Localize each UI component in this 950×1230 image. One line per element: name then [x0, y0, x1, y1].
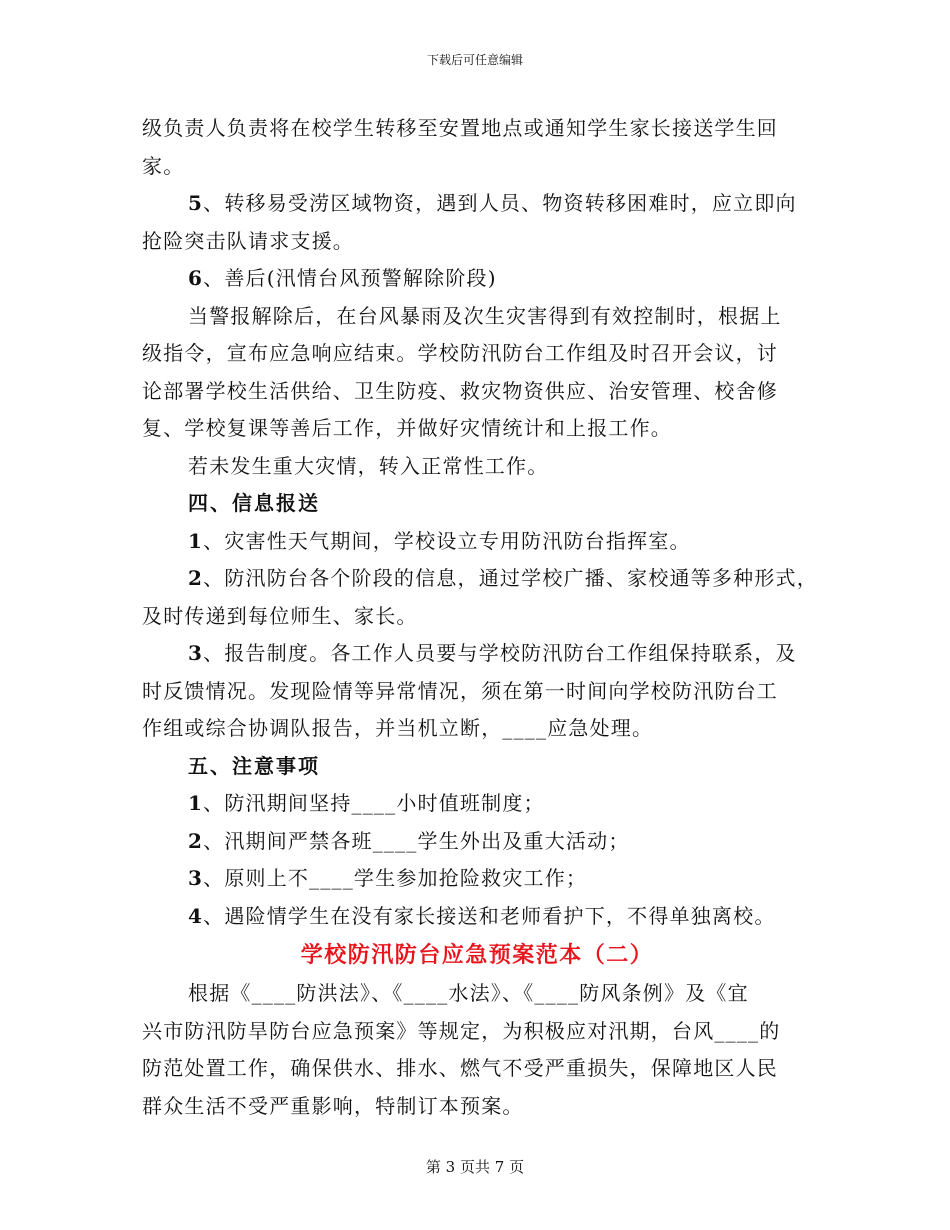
item-number: 2 — [188, 828, 204, 853]
item-number: 3 — [188, 641, 204, 665]
page-number: 第 3 页共 7 页 — [425, 1158, 525, 1176]
item-number: 1 — [188, 791, 204, 815]
item-text: 、防汛期间坚持____小时值班制度； — [203, 791, 545, 815]
text-line: 若未发生重大灾情，转入正常性工作。 — [188, 453, 549, 478]
item-text: 、汛期间严禁各班____学生外出及重大活动； — [203, 828, 630, 853]
text-line: 时反馈情况。发现险情等异常情况，须在第一时间向学校防汛防台工 — [142, 678, 778, 703]
numbered-item-1 — [142, 523, 812, 561]
item-number: 4 — [188, 903, 204, 928]
item-number: 5 — [188, 191, 204, 215]
item-text: 、原则上不____学生参加抢险救灾工作； — [203, 866, 588, 890]
item-number: 6 — [188, 266, 204, 290]
text-line: 当警报解除后，在台风暴雨及次生灾害得到有效控制时，根据上 — [188, 303, 782, 328]
section-heading-info-report: 四、信息报送 — [188, 491, 320, 515]
item-text: 、报告制度。各工作人员要与学校防汛防台工作组保持联系，及 — [203, 641, 797, 665]
numbered-item-2 — [142, 560, 818, 598]
item-number: 3 — [188, 866, 204, 890]
numbered-item-6 — [142, 260, 812, 298]
item-text: 、善后(汛情台风预警解除阶段) — [203, 266, 497, 290]
text-line: 及时传递到每位师生、家长。 — [142, 603, 418, 628]
item-text: 、转移易受涝区域物资，遇到人员、物资转移困难时，应立即向 — [203, 191, 797, 215]
item-number: 1 — [188, 528, 204, 553]
text-line: 作组或综合协调队报告，并当机立断，____应急处理。 — [142, 716, 654, 740]
section-title: 学校防汛防台应急预案范本（二） — [300, 942, 654, 968]
text-line: 家。 — [142, 153, 185, 178]
item-text: 、遇险情学生在没有家长接送和老师看护下，不得单独离校。 — [203, 903, 776, 928]
text-line: 论部署学校生活供给、卫生防疫、救灾物资供应、治安管理、校舍修 — [142, 378, 778, 403]
text-line: 复、学校复课等善后工作，并做好灾情统计和上报工作。 — [142, 416, 672, 440]
text-line: 级指令，宣布应急响应结束。学校防汛防台工作组及时召开会议，讨 — [142, 341, 778, 365]
numbered-item-3 — [142, 635, 812, 673]
text-line: 级负责人负责将在校学生转移至安置地点或通知学生家长接送学生回 — [142, 116, 778, 140]
item-text: 、灾害性天气期间，学校设立专用防汛防台指挥室。 — [203, 528, 691, 553]
section-heading-notes: 五、注意事项 — [188, 753, 320, 778]
text-line: 防范处置工作，确保供水、排水、燃气不受严重损失，保障地区人民 — [142, 1056, 778, 1080]
numbered-item-5 — [142, 185, 812, 223]
numbered-item-1 — [142, 785, 812, 823]
numbered-item-4 — [142, 898, 812, 936]
text-line: 兴市防汛防旱防台应急预案》等规定，为积极应对汛期，台风____的 — [142, 1018, 781, 1043]
text-line: 根据《____防洪法》、《____水法》、《____防风条例》及《宜 — [188, 981, 749, 1005]
text-line: 群众生活不受严重影响，特制订本预案。 — [142, 1093, 524, 1118]
item-number: 2 — [188, 566, 204, 590]
text-line: 抢险突击队请求支援。 — [142, 228, 354, 253]
document-body — [142, 110, 818, 1125]
numbered-item-3 — [142, 860, 812, 898]
numbered-item-2 — [142, 823, 812, 861]
page-header: 下载后可任意编辑 — [426, 53, 523, 67]
item-text: 、防汛防台各个阶段的信息，通过学校广播、家校通等多种形式， — [203, 566, 818, 590]
